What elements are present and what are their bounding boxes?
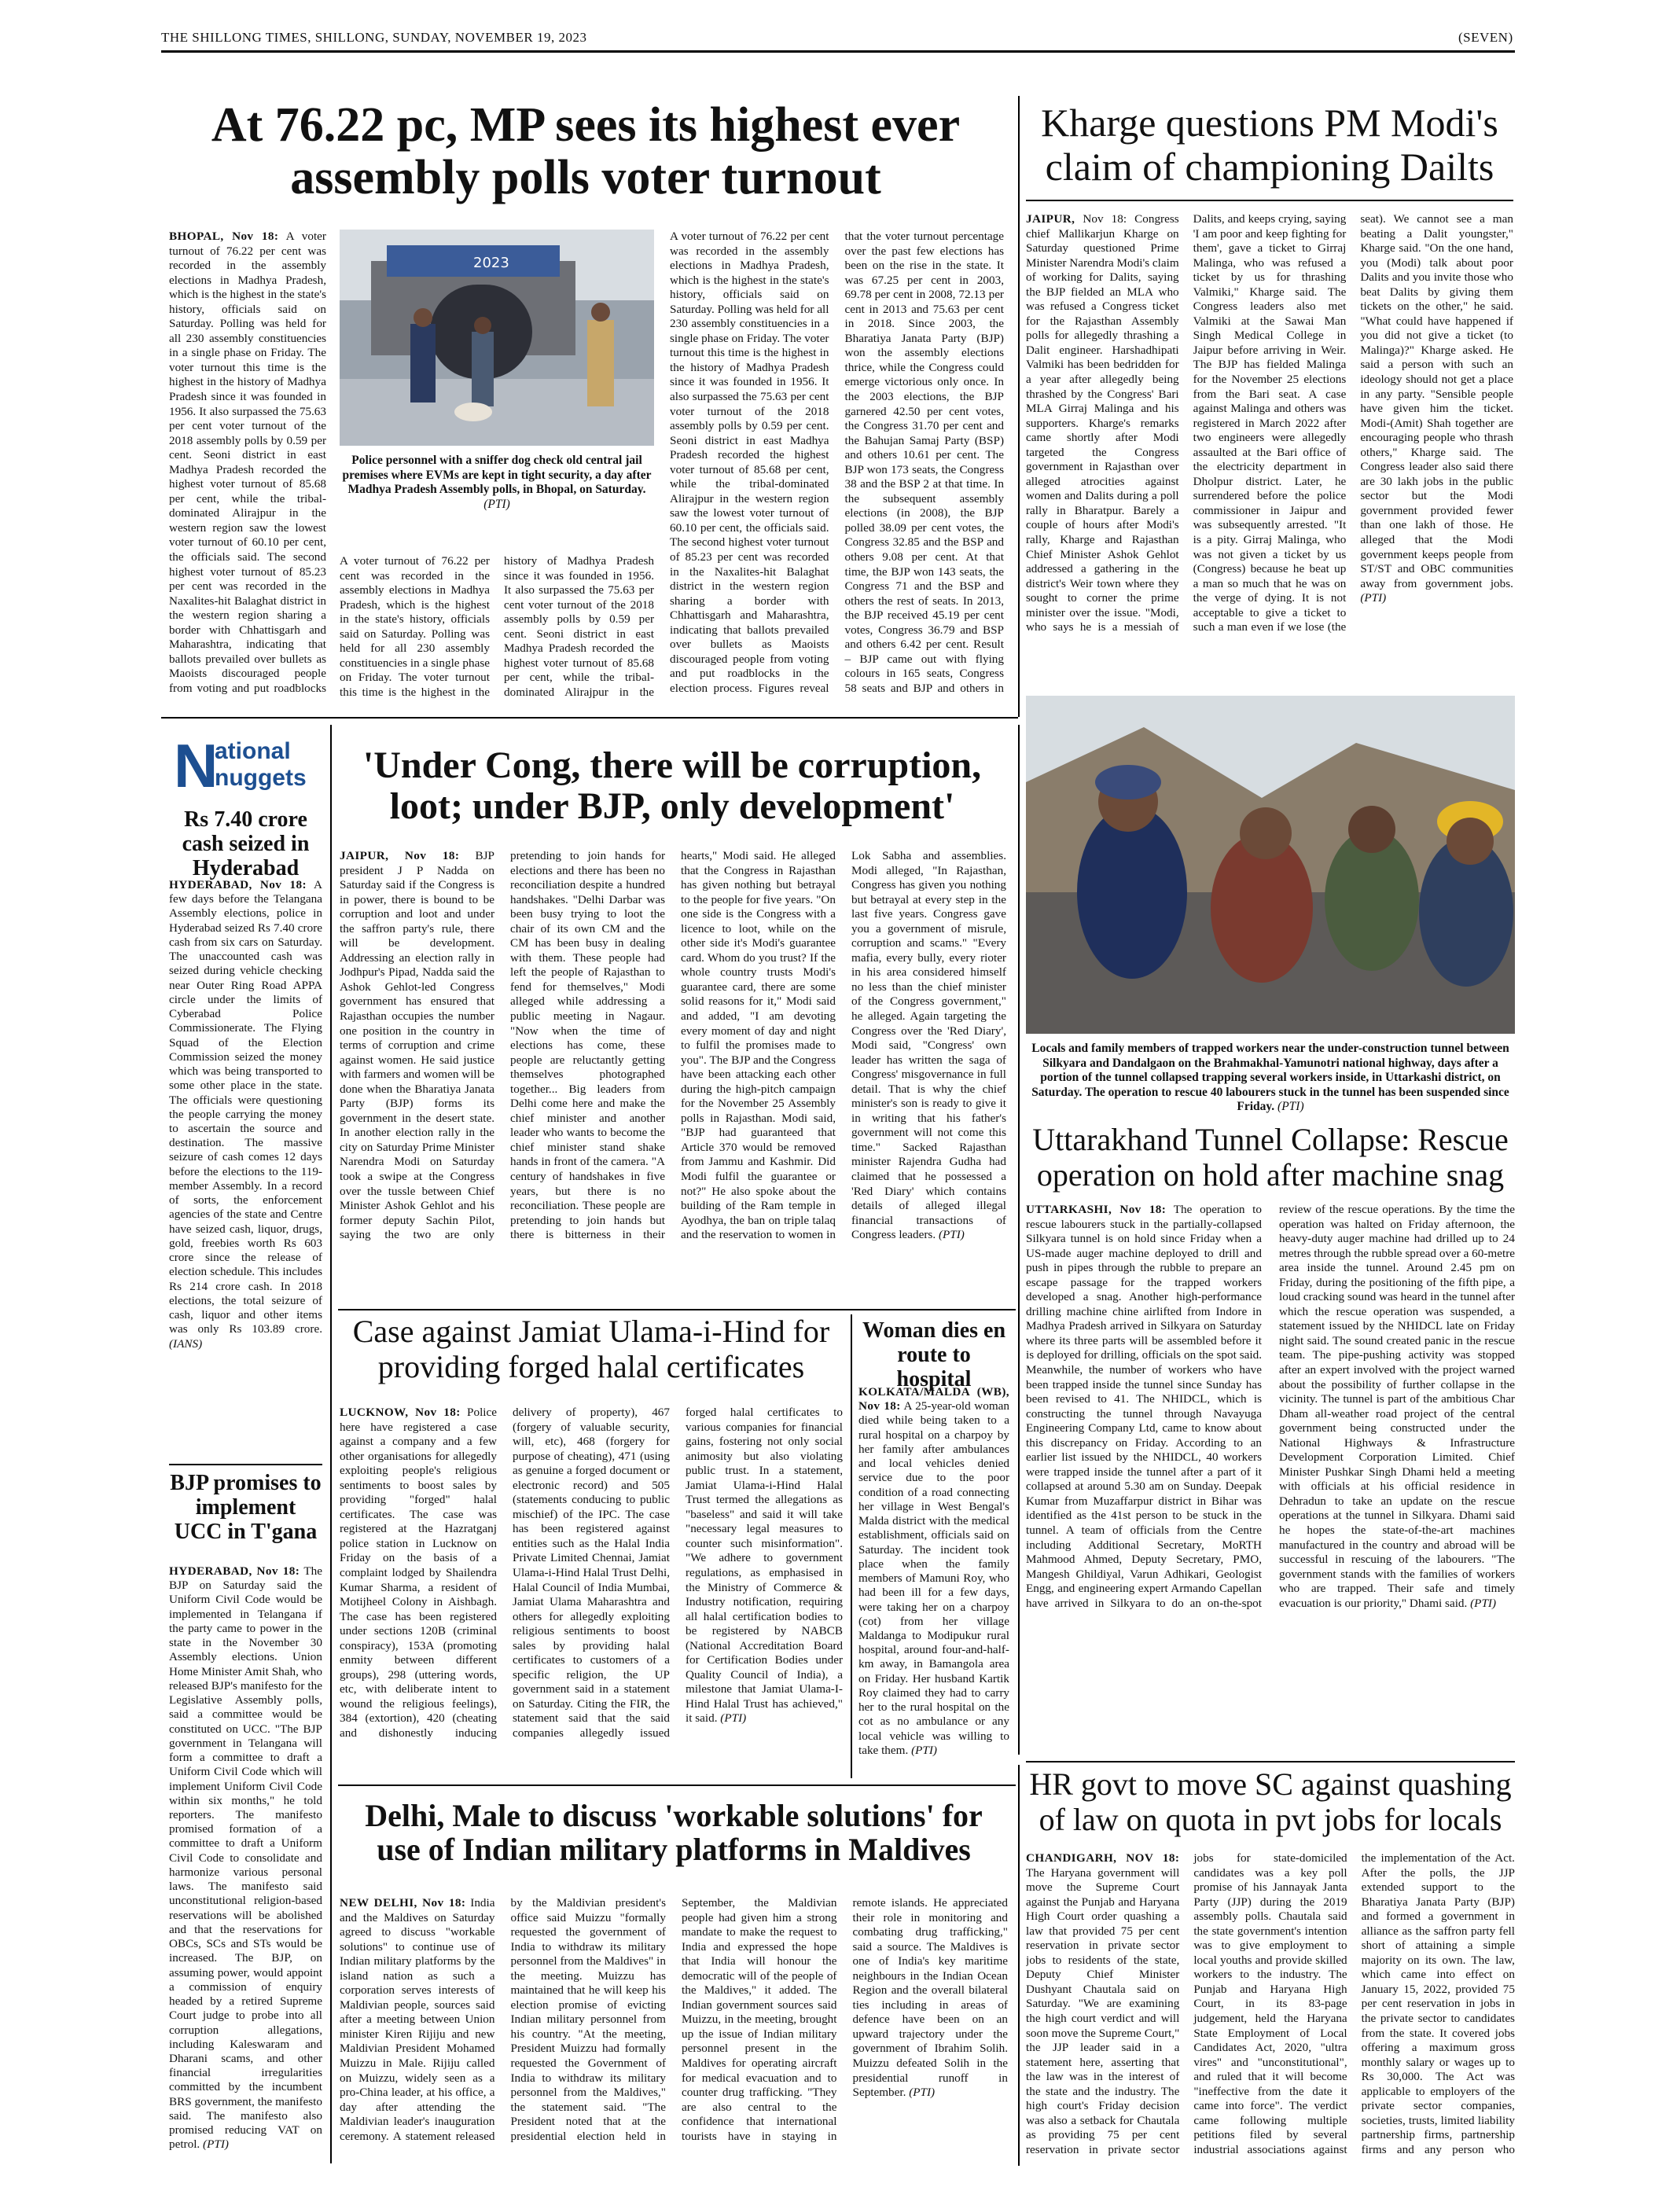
- nn-item2-credit: (PTI): [203, 2137, 229, 2152]
- column-rule-woman: [851, 1314, 852, 1778]
- mp-caption-credit: (PTI): [483, 497, 510, 511]
- nadda-body-text: BJP president J P Nadda on Saturday said if the Congress is in power, there is bound to be corruption and loot and under the saffron party's rule, there will be development. Addressing an election rally in Jodhpur's Pipad, Nadda said the Ashok Gehlot-led Congress government has ensured that Rajasthan occupies the number one position in the country in terms of corruption and crime against women. He said justice with farmers and women will be done when the Bharatiya Janata Party (BJP) forms its government in the desert state. In another election rally in the city on Saturday Prime Minister Narendra Modi on Saturday took a swipe at the Congress over the tussle between Chief Minister Ashok Gehlot and his former deputy Sachin Pilot, saying the two are only pretending to join hands for elections and there has been no reconciliation despite a hundred handshakes. "Delhi Darbar was been busy trying to loot the chair of its own CM and the CM has been busy in dealing with them. These people had left the people of Rajasthan to fend for themselves," Modi alleged while addressing a public meeting in Nagaur. "Now when the time of elections has come, these people are reluctantly getting themselves photographed together... Big leaders from Delhi come here and make the chief minister and another leader who wants to become the chief minister stand shake hands in front of the camera. "A century of handshakes in five years, but there is no reconciliation. These people are pretending to join hands but there is bitterness in their hearts," Modi said. He alleged that the Congress in Rajasthan has given nothing but betrayal to the people for five years. "On one side is the Congress with a licence to loot, while on the other side it's Modi's guarantee card. Whom do you trust? If the whole country trusts Modi's guarantee card, there are some solid reasons for it," Modi said and added, "I am devoting every moment of day and night to fulfil the promises made to you". The BJP and the Congress have been attacking each other during the high-pitch campaign for the November 25 Assembly polls in Rajasthan. Modi said, "BJP had guaranteed that Article 370 would be removed from Jammu and Kashmir. Did Modi fulfil the guarantee or not?" He also spoke about the building of the Ram temple in Ayodhya, the ban on triple talaq and the reservation to women in Lok Sabha and assemblies. Modi alleged, "In Rajasthan, Congress has given you nothing but betrayal at every step in the last five years. Congress gave you a government of misrule, corruption and scams." "Every mafia, every bully, every rioter in his area considered himself no less than the chief minister of the Congress government," he alleged. Again targeting the Congress over the 'Red Diary', Modi said, "Congress' own leader has written the saga of Congress' misgovernance in full detail. That is why the chief minister's son is ready to give it in writing that his father's government will not come this time." Sacked Rajasthan minister Rajendra Gudha had claimed that he possessed a 'Red Diary' which contains details of alleged illegal financial transactions of Congress leaders.: [340, 849, 1006, 1242]
- tunnel-caption-text: Locals and family members of trapped workers near the under-construction tunnel between Silkyara and Dandalgaon on the Brahmakhal-Yamunotri national highway, days after a portion of the tunnel collapsed trapping several workers inside, in Uttarkashi district, on Saturday. The operation to rescue 40 labourers stuck in the tunnel has been suspended since Friday.: [1031, 1042, 1509, 1114]
- haryana-dateline: CHANDIGARH, NOV 18:: [1026, 1851, 1180, 1865]
- nn-item2-text: The BJP on Saturday said the Uniform Civil Code would be implemented in Telangana if the party came to power in the state in the November 30 Assembly elections. Union Home Minister Amit Shah, who released BJP's manifesto for the Legislative Assembly polls, said a committee would be constituted on UCC. "The BJP government in Telangana will form a committee to draft a Uniform Civil Code which will implement Uniform Civil Code within six months," he told reporters. The manifesto promised formation of a committee to draft a Uniform Civil Code to consolidate and harmonize various personal laws. The manifesto said unconstitutional religion-based reservations will be abolished and that the reservations for OBCs, SCs and STs would be increased. The BJP, on assuming power, would appoint a commission of enquiry headed by a retired Supreme Court judge to probe into all corruption allegations, including Kaleswaram and Dharani scams, and other financial irregularities committed by the incumbent BRS government, the manifesto said. The manifesto also promised reducing VAT on petrol.: [169, 1564, 322, 2152]
- column-rule-top: [1018, 96, 1020, 717]
- mp-photo-caption: [340, 454, 654, 512]
- column-rule-mid: [1018, 725, 1020, 1755]
- mp-body-left: [169, 230, 326, 711]
- nn-item1-credit: (IANS): [169, 1336, 203, 1351]
- mp-photo-banner: 2023: [473, 255, 509, 271]
- kharge-credit: (PTI): [1360, 591, 1387, 605]
- nn-item1-dateline: HYDERABAD, Nov 18:: [169, 878, 307, 891]
- mp-caption-text: Police personnel with a sniffer dog check old central jail premises where EVMs are kept in tight security, a day after Madhya Pradesh Assembly polls, in Bhopal, on Saturday.: [342, 454, 652, 497]
- kharge-headline: Kharge questions PM Modi's claim of championing Dailts: [1041, 101, 1498, 189]
- mp-dateline: BHOPAL, Nov 18:: [169, 230, 279, 243]
- woman-headline: Woman dies en route to hospital: [862, 1318, 1006, 1391]
- maldives-headline: Delhi, Male to discuss 'workable solutions' for use of Indian military platforms in Maldives: [365, 1798, 983, 1868]
- mp-headline: At 76.22 pc, MP sees its highest ever assembly polls voter turnout: [211, 98, 961, 204]
- woman-body-text: A 25-year-old woman died while being taken to a rural hospital on a charpoy by her family after ambulances and local vehicles denied service due to the poor condition of a road connecting her village in West Bengal's Malda district with the medical establishment, officials said on Saturday. The incident took place when the family members of Mamuni Roy, who had been ill for a few days, were taking her on a charpoy (cot) from her village Maldanga to Modipukur rural hospital, around four-and-half-km away, in Bamangola area on Friday. Her husband Kartik Roy claimed they had to carry her to the rural hospital on the cot as no ambulance or any local vehicle was willing to take them.: [858, 1399, 1009, 1757]
- mp-body-columns: [340, 554, 654, 711]
- mp-body-cont2: A voter turnout of 76.22 per cent was recorded in the assembly elections in Madhya Pradesh, which is the highest in the state's history, officials said on Saturday. Polling was held for all 230 assembly constituencies in a single phase on Friday. The voter turnout this time is the highest in the history of Madhya Pradesh since it was founded in 1956. It also surpassed the 75.63 per cent voter turnout of the 2018 assembly polls by 0.59 per cent. Seoni district in east Madhya Pradesh recorded the highest voter turnout of 85.68 per cent, while the tribal-dominated Alirajpur in the western region saw the lowest voter turnout of 60.10 per cent, the officials said. The second highest voter turnout of 85.23 per cent was recorded in the Naxalites-hit Balaghat district in the western region sharing a border with Chhattisgarh and Maharashtra, indicating that ballots prevailed over bullets as Maoists discouraged people from voting and put roadblocks in the election process. Figures reveal that the voter turnout percentage over the past few elections has been on the rise in the state. It was 67.25 per cent in 2003, 69.78 per cent in 2008, 72.13 per cent in 2013 and 75.63 per cent in 2018. Since 2003, the Bharatiya Janata Party (BJP) won the assembly elections thrice, while the Congress could emerge victorious only once. In the 2003 elections, the BJP garnered 42.50 per cent votes, the Congress 31.70 per cent and the Bahujan Samaj Party (BSP) and others 10.61 per cent. The BJP won 173 seats, the Congress 38 and the BSP 2 at that time. In the subsequent assembly elections (in 2008), the BJP polled 38.09 per cent votes, the Congress 32.85 and the BSP and others 9.08 per cent. At that time, the BJP won 143 seats, the Congress 71 and the BSP and others the rest of seats. In 2013, the BJP received 45.19 per cent votes, Congress 36.79 and BSP and others 6.42 per cent. Result – BJP came out with flying colours in 165 seats, Congress 58 seats and BJP and others in: [670, 230, 1004, 695]
- tunnel-body-text: The operation to rescue labourers stuck in the partially-collapsed Silkyara tunnel is on hold since Friday when a US-made auger machine deployed to drill and push in pipes through the rubble to prepare an escape passage for the trapped workers developed a snag. Another high-performance drilling machine chine airlifted from Indore in Madhya Pradesh arrived in Silkyara on Saturday where its three parts will be assembled before it is deployed for drilling, officials on the spot said. Meanwhile, the number of workers who have been trapped inside the tunnel since Sunday has been revised to 41. The NHIDCL, which is constructing the tunnel through Navayuga Engineering Company Ltd, came to know about this discrepancy on Friday. According to an earlier list issued by the NHIDCL, 40 workers were trapped inside the tunnel after a part of it collapsed at around 5.30 am on Sunday. Deepak Kumar from Muzaffarpur district in Bihar was identified as the 41st person to be stuck in the tunnel. A team of officials from the Centre including Additional Secretary, MoRTH Mahmood Ahmed, Deputy Secretary, PMO, Mangesh Ghildiyal, Varun Adhikari, Geologist Engg, and engineering expert Armando Capellan have arrived in Silkyara to do an on-the-spot review of the rescue operations. By the time the operation was halted on Friday afternoon, the heavy-duty auger machine had drilled up to 24 metres through the rubble spread over a 60-metre area inside the tunnel. Around 2.45 pm on Friday, during the positioning of the fifth pipe, a loud cracking sound was heard in the tunnel after which the rescue operation was suspended, a statement issued by the NHIDCL late on Friday night said. The sound created panic in the rescue team. The pipe-pushing activity was stopped after an expert involved with the project warned about the possibility of further collapse in the vicinity. The tunnel is part of the ambitious Char Dham all-weather road project of the central government being constructed under the National Highways & Infrastructure Development Corporation Limited. Chief Minister Pushkar Singh Dhami held a meeting with officials at his official residence in Dehradun to take an update on the rescue operations at the tunnel in Silkyara. Dhami said he hopes the state-of-the-art machines manufactured in the country and abroad will be successful in rescuing of the labourers. "The government stands with the families of workers who are trapped. Their safe and timely evacuation is our priority," Dhami said.: [1026, 1203, 1515, 1610]
- jamiat-body: [340, 1406, 843, 1775]
- column-rule-nn: [330, 725, 332, 2163]
- maldives-body-text: India and the Maldives on Saturday agreed to discuss "workable solutions" to continue use of Indian military platforms by the island nation as such a corporation serves interests of Maldivian people, sources said after a meeting between Union minister Kiren Rijiju and new Maldivian President Mohamed Muizzu in Male. Rijiju called on Muizzu, widely seen as a pro-China leader, at his office, a day after attending the Maldivian leader's inauguration ceremony. A statement released by the Maldivian president's office said Muizzu "formally requested the government of India to withdraw its military personnel from the Maldives" in the meeting. Muizzu has maintained that he will keep his election promise of evicting Indian military personnel from his country. "At the meeting, President Muizzu had formally requested the Government of India to withdraw its military personnel from the Maldives," the statement said. "The President noted that at the presidential election held in September, the Maldivian people had given him a strong mandate to make the request to India and expressed the hope that India will honour the democratic will of the people of the Maldives," it added. The Indian government sources said Muizzu, in the meeting, brought up the issue of Indian military personnel present in the Maldives for operating aircraft for medical evacuation and to counter drug trafficking. "They are also central to the confidence that international tourists have in staying in remote islands. He appreciated their role in monitoring and combating drug trafficking," said a source. The Maldives is one of India's key maritime neighbours in the Indian Ocean Region and the overall bilateral ties including in areas of defence have been on an upward trajectory under the government of Ibrahim Solih. Muizzu defeated Solih in the presidential runoff in September.: [340, 1896, 1008, 2143]
- national-nuggets-logo: [169, 731, 322, 800]
- kharge-body: [1026, 212, 1513, 684]
- nn-item2-body: [169, 1564, 322, 2158]
- kharge-dateline: JAIPUR,: [1026, 212, 1075, 226]
- jamiat-dateline: LUCKNOW, Nov 18:: [340, 1406, 461, 1419]
- tunnel-photo-image: [1026, 696, 1515, 1034]
- kharge-head-rule: [1026, 200, 1513, 201]
- mp-body-right: [670, 230, 1004, 711]
- folio-dateline: THE SHILLONG TIMES, SHILLONG, SUNDAY, NOVEMBER 19, 2023: [161, 30, 587, 45]
- mp-body-text: A voter turnout of 76.22 per cent was recorded in the assembly elections in Madhya Pradesh, which is the highest in the state's history, officials said on Saturday. Polling was held for all 230 assembly constituencies in a single phase on Friday. The voter turnout this time is the highest in the history of Madhya Pradesh since it was founded in 1956. It also surpassed the 75.63 per cent voter turnout of the 2018 assembly polls by 0.59 per cent. Seoni district in east Madhya Pradesh recorded the highest voter turnout of 85.68 per cent, while the tribal-dominated Alirajpur in the western region saw the lowest voter turnout of 60.10 per cent, the officials said. The second highest voter turnout of 85.23 per cent was recorded in the Naxalites-hit Balaghat district in the western region sharing a border with Chhattisgarh and Maharashtra, indicating that ballots prevailed over bullets as Maoists discouraged people from voting and put roadblocks: [169, 230, 326, 695]
- kharge-body-text: Nov 18: Congress chief Mallikarjun Kharge on Saturday questioned Prime Minister Narendra Modi's claim of working for Dalits, saying the BJP fielded an MLA who was refused a Congress ticket for the Rajasthan Assembly polls for allegedly thrashing a Dalit engineer. Harshadhipati Valmiki has been bedridden for a year after allegedly being thrashed by the Congress' Bari MLA Girraj Malinga and his supporters. Kharge's remarks came shortly after Modi targeted the Congress government in Rajasthan over alleged atrocities against women and Dalits during a poll rally in Bharatpur. Barely a couple of hours after Modi's rally, Kharge and Rajasthan Chief Minister Ashok Gehlot addressed a gathering in the district's Weir town where they sought to corner the prime minister over the issue. "Modi, who says he is a messiah of Dalits, and keeps crying, saying 'I am poor and keep fighting for them', gave a ticket to Girraj Malinga, who was refused a ticket by us for thrashing Valmiki," Kharge said. The Congress leaders also met Valmiki at the Sawai Man Singh Medical College in Jaipur before arriving in Weir. The BJP has fielded Malinga for the November 25 elections from the Bari seat. A case against Malinga and others was registered in March 2022 after two engineers were allegedly assaulted at the Bari office of the electricity department in Dholpur district. Later, he surrendered before the police commissioner in Jaipur and was subsequently arrested. "It is a pity. Girraj Malinga, who was not given a ticket by us (Congress) because he beat up a man so much that he was on the verge of dying. It is not acceptable to give a ticket to such a man even if we lose (the seat). We cannot see a man beating a Dalit youngster," Kharge said. "On the one hand, you (Modi) talk about poor Dalits and you invite those who beat Dalits by giving them tickets on the other," he said. "What could have happened if you did not give a ticket (to Malinga)?" Kharge asked. He said a person with such an ideology should not get a place in any party. "Sensible people have given him the ticket. Modi-(Amit) Shah together are encouraging people who thrash others," Kharge said. The Congress leader also said there are 30 lakh jobs in the public sector but the Modi government provided fewer than one lakh of those. He alleged that the Modi government keeps people from ST/ST and OBC communities away from government jobs.: [1026, 212, 1513, 634]
- tunnel-caption-credit: (PTI): [1277, 1100, 1304, 1114]
- nn-item1-text: A few days before the Telangana Assembly elections, police in Hyderabad seized Rs 7.40 crore cash from six cars on Saturday. The unaccounted cash was seized during vehicle checking near Outer Ring Road APPA circle under the limits of Cyberabad Police Commissionerate. The Flying Squad of the Election Commission seized the money which was being transported to some other place in the state. The officials were questioning the people carrying the money to ascertain the source and destination. The massive seizure of cash comes 12 days before the elections to the 119-member Assembly. In a record of sorts, the enforcement agencies of the state and Centre have seized cash, liquor, drugs, gold, freebies worth Rs 603 crore since the release of election schedule. This includes Rs 214 crore cash. In 2018 elections, the total seizure of cash, liquor and other items was only Rs 103.89 crore.: [169, 878, 322, 1336]
- nn-divider: [169, 1464, 322, 1465]
- nadda-dateline: JAIPUR, Nov 18:: [340, 849, 460, 862]
- nn-logo-n: N: [174, 731, 219, 800]
- haryana-headline: HR govt to move SC against quashing of law on quota in pvt jobs for locals: [1029, 1766, 1512, 1837]
- haryana-body-text: The Haryana government will move the Supreme Court against the Punjab and Haryana High Court order quashing a law that provided 75 per cent reservation in private sector jobs to residents of the state, Deputy Chief Minister Dushyant Chautala said on Saturday. "We are examining the high court verdict and will soon move the Supreme Court," the JJP leader said in a statement here, asserting that the law was in the interest of the state and the industry. The high court's Friday decision was also a setback for Chautala as providing 75 per cent reservation in private sector jobs for state-domiciled candidates was a key poll promise of his Jannayak Janta Party (JJP) during the 2019 assembly polls. Chautala said the state government's intention was to give employment to local youths and provide skilled workers to the industry. The Punjab and Haryana High Court, in its 83-page judgement, held the Haryana State Employment of Local Candidates Act, 2020, "ultra vires" and "unconstitutional", and ruled that it will become "ineffective from the date it came into force". The verdict came following multiple petitions filed by several industrial associations against the implementation of the Act. After the polls, the JJP extended support to the Bharatiya Janata Party (BJP) and formed a government in alliance as the saffron party fell short of attaining a simple majority on its own. The law, which came into effect on January 15, 2022, provided 75 per cent reservation in jobs in the private sector to candidates from the state. It covered jobs offering a maximum gross monthly salary or wages up to Rs 30,000. The Act was applicable to employers of the private sector companies, societies, trusts, limited liability partnership firms, partnership firms and any person who: [1026, 1851, 1515, 2156]
- nn-logo-bottom: nuggets: [215, 765, 307, 791]
- section-rule-2: [338, 1309, 1016, 1310]
- nadda-headline: 'Under Cong, there will be corruption, loot; under BJP, only development': [362, 744, 982, 827]
- nn-item2-headline: BJP promises to implement UCC in T'gana: [170, 1471, 322, 1544]
- section-rule-1: [161, 717, 1018, 719]
- tunnel-body: [1026, 1203, 1515, 1753]
- nn-logo-top: ational: [215, 738, 291, 764]
- nadda-body: [340, 849, 1006, 1303]
- mp-body-cont: A voter turnout of 76.22 per cent was recorded in the assembly elections in Madhya Pradesh, which is the highest in the state's history, officials said on Saturday. Polling was held for all 230 assembly constituencies in a single phase on Friday. The voter turnout this time is the highest in the history of Madhya Pradesh since it was founded in 1956. It also surpassed the 75.63 per cent voter turnout of the 2018 assembly polls by 0.59 per cent. Seoni district in east Madhya Pradesh recorded the highest voter turnout of 85.68 per cent, while the tribal-dominated Alirajpur in the: [340, 554, 654, 699]
- section-rule-3: [338, 1785, 1016, 1786]
- folio-page-number: (SEVEN): [1458, 30, 1513, 45]
- tunnel-headline: Uttarakhand Tunnel Collapse: Rescue operation on hold after machine snag: [1032, 1122, 1509, 1193]
- jamiat-body-text: Police here have registered a case against a company and a few other organisations for allegedly exploiting people's religious sentiments to boost sales by providing "forged" halal certificates. The case was registered at the Hazratganj police station in Lucknow on Friday on the basis of a complaint lodged by Shailendra Kumar Sharma, a resident of Motijheel Colony in Aishbagh. The case has been registered under sections 120B (criminal conspiracy), 153A (promoting enmity between different groups), 298 (uttering words, etc, with deliberate intent to wound the religious feelings), 384 (extortion), 420 (cheating and dishonestly inducing delivery of property), 467 (forgery of valuable security, will, etc), 468 (forgery for purpose of cheating), 471 (using as genuine a forged document or electronic record) and 505 (statements conducing to public mischief) of the IPC. The case has been registered against entities such as the Halal India Private Limited Chennai, Jamiat Ulama-i-Hind Halal Trust Delhi, Halal Council of India Mumbai, Jamiat Ulama Maharashtra and others for allegedly exploiting religious sentiments to boost sales by providing halal certificates to customers of a specific religion, the UP government said in a statement on Saturday. Citing the FIR, the statement said that the said companies allegedly issued forged halal certificates to various companies for financial gains, fostering not only social animosity but also violating public trust. In a statement, Jamiat Ulama-i-Hind Halal Trust termed the allegations as "baseless" and said it will take "necessary legal measures to counter such misinformation". "We adhere to government regulations, as emphasised in the Ministry of Commerce & Industry notification, requiring all halal certification bodies to be registered by NABCB (National Accreditation Board for Certification Bodies under Quality Council of India), a milestone that Jamiat Ulama-I-Hind Halal Trust has achieved," it said.: [340, 1406, 843, 1740]
- maldives-dateline: NEW DELHI, Nov 18:: [340, 1896, 466, 1909]
- jamiat-credit: (PTI): [720, 1711, 747, 1726]
- maldives-credit: (PTI): [909, 2086, 936, 2100]
- section-rule-4: [1026, 1761, 1515, 1762]
- maldives-body: [340, 1896, 1008, 2163]
- nadda-credit: (PTI): [938, 1228, 965, 1242]
- woman-body: [858, 1385, 1009, 1775]
- column-rule-bottom: [1018, 1765, 1020, 2166]
- mp-photo: [340, 230, 654, 446]
- nn-item1-body: [169, 878, 322, 1456]
- woman-credit: (PTI): [911, 1743, 937, 1757]
- tunnel-photo: [1026, 696, 1515, 1034]
- tunnel-photo-caption: [1026, 1042, 1515, 1115]
- haryana-body: [1026, 1851, 1515, 2162]
- jamiat-headline: Case against Jamiat Ulama-i-Hind for providing forged halal certificates: [352, 1314, 830, 1384]
- nn-item2-dateline: HYDERABAD, Nov 18:: [169, 1564, 300, 1578]
- nn-item1-headline: Rs 7.40 crore cash seized in Hyderabad: [182, 807, 310, 880]
- woman-dateline: KOLKATA/MALDA (WB), Nov 18:: [858, 1385, 1009, 1413]
- tunnel-dateline: UTTARKASHI, Nov 18:: [1026, 1203, 1167, 1216]
- tunnel-credit: (PTI): [1470, 1596, 1497, 1610]
- folio-rule: [161, 50, 1515, 53]
- mp-photo-image: [340, 230, 654, 446]
